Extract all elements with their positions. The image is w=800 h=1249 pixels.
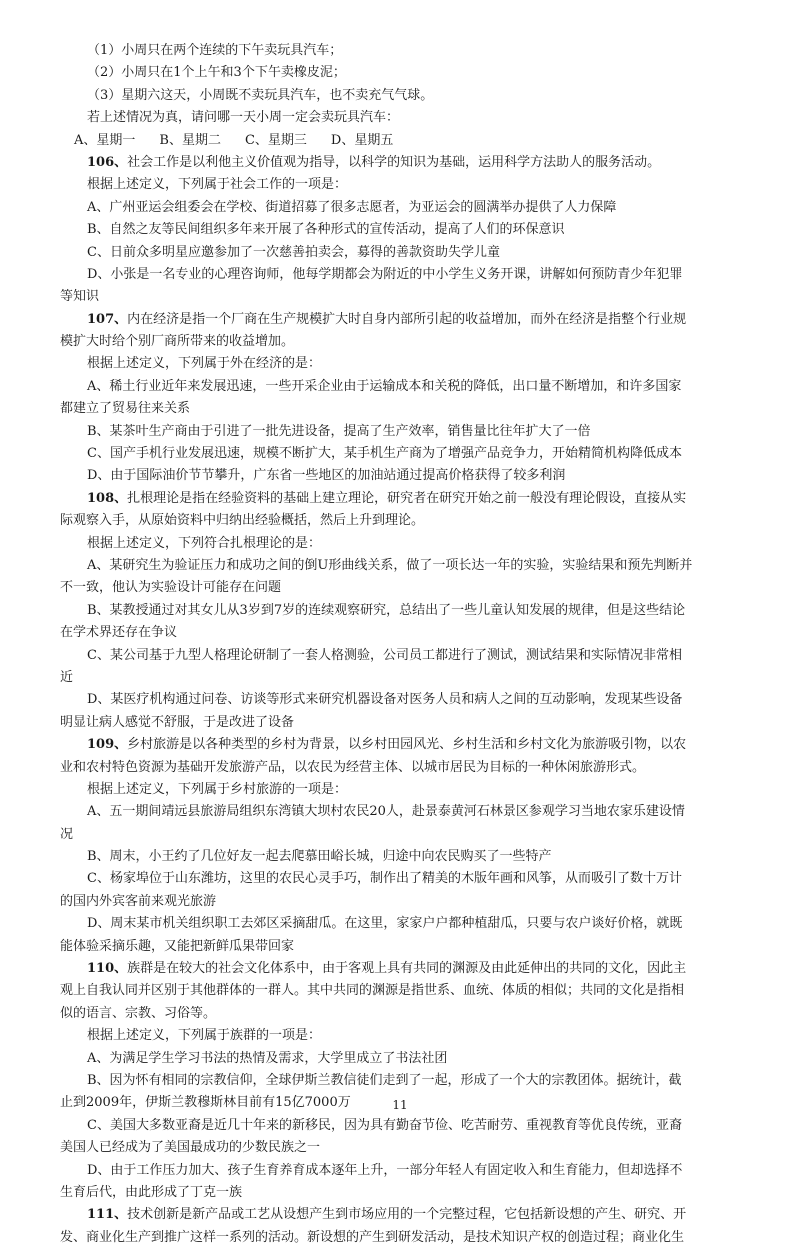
option-a-continued: 都建立了贸易往来关系 <box>60 401 191 417</box>
answer-options <box>60 130 744 152</box>
definition-line: 观上自我认同并区别于其他群体的一群人。其中共同的渊源是指世系、血统、体质的相似；共同的文化是指相 <box>60 983 685 999</box>
definition-line: 似的语言、宗教、习俗等。 <box>60 1005 217 1021</box>
option-d: D、由于工作压力加大、孩子生育养育成本逐年上升，一部分年轻人有固定收入和生育能力，但却选择不 <box>87 1162 683 1178</box>
question-number: 109、 <box>87 737 128 753</box>
question-prompt: 根据上述定义，下列符合扎根理论的是： <box>87 535 322 551</box>
question-number: 107、 <box>87 311 128 327</box>
option-c: C、国产手机行业发展迅速，规模不断扩大，某手机生产商为了增强产品竞争力，开始精简机构降低成本 <box>87 446 682 462</box>
option-b-continued: 在学术界还存在争议 <box>60 625 178 641</box>
question-text: 若上述情况为真，请问哪一天小周一定会卖玩具汽车： <box>87 110 400 126</box>
question-number: 106、 <box>87 154 128 170</box>
option-a: A、五一期间靖远县旅游局组织东湾镇大坝村农民20人，赴景泰黄河石林景区参观学习当地农家乐建设情 <box>87 804 685 820</box>
option-b-continued: 止到2009年，伊斯兰教穆斯林目前有15亿7000万 <box>60 1095 351 1111</box>
question-prompt: 根据上述定义，下列属于外在经济的是： <box>87 356 322 372</box>
option-c-continued: 近 <box>60 669 74 685</box>
question-number: 110、 <box>87 961 128 977</box>
option-d-continued: 生育后代，由此形成了丁克一族 <box>60 1184 243 1200</box>
question-number: 108、 <box>87 490 128 506</box>
option-b: B、自然之友等民间组织多年来开展了各种形式的宣传活动，提高了人们的环保意识 <box>87 222 565 238</box>
option-b: B、因为怀有相同的宗教信仰，全球伊斯兰教信徒们走到了一起，形成了一个大的宗教团体。据统计，截 <box>87 1072 682 1088</box>
question-109 <box>60 734 744 958</box>
condition-2: （2）小周只在1个上午和3个下午卖橡皮泥； <box>87 65 346 81</box>
definition-line: 109、乡村旅游是以各种类型的乡村为背景，以乡村田园风光、乡村生活和乡村文化为旅游吸引物，以农 <box>87 737 687 753</box>
question-111 <box>60 1204 744 1249</box>
question-106 <box>60 152 744 309</box>
definition-line: 业和农村特色资源为基础开发旅游产品，以农民为经营主体、以城市居民为目标的一种休闲旅游形式。 <box>60 759 646 775</box>
option-b: B、星期二 <box>159 132 221 148</box>
option-a: A、为满足学生学习书法的热情及需求，大学里成立了书法社团 <box>87 1050 448 1066</box>
option-d-continued: 能体验采摘乐趣，又能把新鲜瓜果带回家 <box>60 938 295 954</box>
option-a-continued: 不一致，他认为实验设计可能存在问题 <box>60 580 282 596</box>
question-number: 111、 <box>87 1207 128 1223</box>
option-d: D、某医疗机构通过问卷、访谈等形式来研究机器设备对医务人员和病人之间的互动影响，发现某些设备 <box>87 692 683 708</box>
option-c: C、美国大多数亚裔是近几十年来的新移民，因为具有勤奋节俭、吃苦耐劳、重视教育等优良传统，亚裔 <box>87 1117 682 1133</box>
option-c-continued: 的国内外宾客前来观光旅游 <box>60 893 217 909</box>
option-c: C、某公司基于九型人格理论研制了一套人格测验，公司员工都进行了测试，测试结果和实际情况非常相 <box>87 647 682 663</box>
option-a: A、星期一 <box>74 132 136 148</box>
question-prompt: 根据上述定义，下列属于族群的一项是： <box>87 1028 322 1044</box>
question-prompt: 根据上述定义，下列属于社会工作的一项是： <box>87 177 348 193</box>
option-c: C、日前众多明星应邀参加了一次慈善拍卖会，募得的善款资助失学儿童 <box>87 244 500 260</box>
option-b: B、某教授通过对其女儿从3岁到7岁的连续观察研究，总结出了一些儿童认知发展的规律，但是这些结论 <box>87 602 686 618</box>
definition-line: 110、族群是在较大的社会文化体系中，由于客观上具有共同的渊源及由此延伸出的共同的文化，因此主 <box>87 961 687 977</box>
definition-line: 发、商业化生产到推广这样一系列的活动。新设想的产生到研发活动，是技术知识产权的创造过程；商业化生 <box>60 1229 685 1245</box>
option-a-continued: 况 <box>60 826 74 842</box>
definition-line: 107、内在经济是指一个厂商在生产规模扩大时自身内部所引起的收益增加，而外在经济是指整个行业规 <box>87 311 687 327</box>
option-d: D、由于国际油价节节攀升，广东省一些地区的加油站通过提高价格获得了较多利润 <box>87 468 566 484</box>
option-d: D、小张是一名专业的心理咨询师，他每学期都会为附近的中小学生义务开课，讲解如何预防青少年犯罪 <box>87 266 683 282</box>
question-prompt: 根据上述定义，下列属于乡村旅游的一项是： <box>87 781 348 797</box>
definition-line: 模扩大时给个别厂商所带来的收益增加。 <box>60 334 295 350</box>
document-page <box>60 40 744 1249</box>
option-d: D、星期五 <box>330 132 394 148</box>
option-d: D、周末某市机关组织职工去郊区采摘甜瓜。在这里，家家户户都种植甜瓜，只要与农户谈好价格，就既 <box>87 916 683 932</box>
option-b: B、周末，小王约了几位好友一起去爬慕田峪长城，归途中向农民购买了一些特产 <box>87 849 552 865</box>
condition-3: （3）星期六这天，小周既不卖玩具汽车，也不卖充气气球。 <box>87 87 434 103</box>
condition-1: （1）小周只在两个连续的下午卖玩具汽车； <box>87 43 343 58</box>
question-110 <box>60 958 744 1204</box>
definition-line: 111、技术创新是新产品或工艺从设想产生到市场应用的一个完整过程，它包括新设想的产生、研究、开 <box>87 1207 687 1223</box>
question-107 <box>60 309 744 488</box>
definition-line: 108、扎根理论是指在经验资料的基础上建立理论，研究者在研究开始之前一般没有理论假设，直接从实 <box>87 490 687 506</box>
option-d-continued: 明显让病人感觉不舒服，于是改进了设备 <box>60 714 295 730</box>
page-number: 11 <box>392 1098 408 1112</box>
question-108 <box>60 488 744 734</box>
option-d-continued: 等知识 <box>60 289 100 305</box>
option-c: C、星期三 <box>244 132 307 148</box>
option-a: A、稀土行业近年来发展迅速，一些开采企业由于运输成本和关税的降低，出口量不断增加，和许多国家 <box>87 378 682 394</box>
option-a: A、广州亚运会组委会在学校、街道招募了很多志愿者，为亚运会的圆满举办提供了人力保障 <box>87 199 617 215</box>
option-c: C、杨家埠位于山东潍坊，这里的农民心灵手巧，制作出了精美的木版年画和风筝，从而吸引了数十万计 <box>87 871 682 887</box>
option-b: B、某茶叶生产商由于引进了一批先进设备，提高了生产效率，销售量比往年扩大了一倍 <box>87 423 591 439</box>
definition-line: 际观察入手，从原始资料中归纳出经验概括，然后上升到理论。 <box>60 513 425 529</box>
option-a: A、某研究生为验证压力和成功之间的倒U形曲线关系，做了一项长达一年的实验，实验结果和预先判断并 <box>87 557 693 573</box>
definition-line: 106、社会工作是以利他主义价值观为指导，以科学的知识为基础，运用科学方法助人的服务活动。 <box>87 154 661 170</box>
option-c-continued: 美国人已经成为了美国最成功的少数民族之一 <box>60 1140 321 1156</box>
question-105 <box>60 40 744 152</box>
